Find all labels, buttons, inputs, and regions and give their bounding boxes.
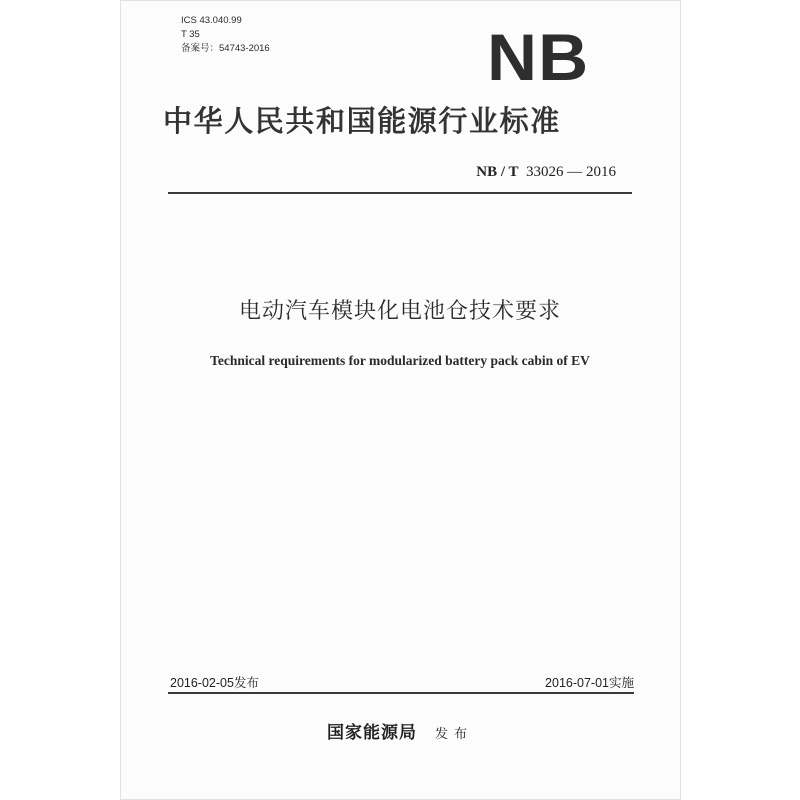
implementation-date: 2016-07-01实施	[545, 676, 634, 690]
classification-block	[181, 14, 270, 56]
bottom-divider	[168, 692, 634, 694]
filing-number: 备案号：54743-2016	[181, 43, 270, 54]
release-date: 2016-02-05发布	[170, 676, 259, 690]
standard-number	[476, 162, 616, 182]
document-title-chinese: 电动汽车模块化电池仓技术要求	[238, 299, 561, 324]
org-title: 中华人民共和国能源行业标准	[163, 104, 561, 138]
document-title-english: Technical requirements for modularized battery pack cabin of EV	[210, 353, 590, 368]
top-divider	[168, 192, 632, 194]
standard-code: 33026 — 2016	[526, 164, 616, 180]
publisher-action: 发布	[434, 727, 473, 742]
standard-prefix: NB / T	[476, 164, 519, 180]
ics-code: ICS 43.040.99	[181, 15, 242, 26]
classification-code: T 35	[181, 29, 200, 40]
publisher-line	[0, 718, 800, 743]
publisher-name: 国家能源局	[326, 723, 417, 743]
nb-logo: NB	[487, 20, 590, 94]
